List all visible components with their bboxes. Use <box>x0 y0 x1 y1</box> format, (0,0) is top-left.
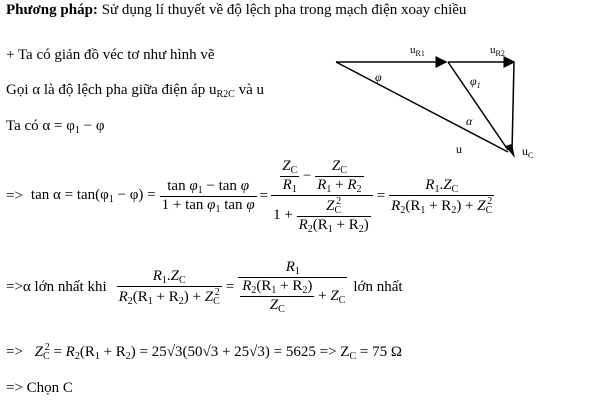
phi-label: φ <box>375 70 382 84</box>
conclusion-arrow: => <box>6 380 23 396</box>
u-label: u <box>456 142 462 156</box>
u-vector <box>336 62 508 152</box>
eq1-frac-result: $\frac{R_1.Z_C}{R_2(R_1 + R_2) + Z_C^2}$ <box>391 176 493 216</box>
heading-bold: Phương pháp: <box>6 2 98 18</box>
equation-zc-value <box>6 342 402 362</box>
eq1-frac-z: $\frac{Z_C}{R_1}$ − $\frac{Z_C}{R_1 + R_2}$ 1 + $\frac{Z_C^2}{R_2(R_1 + R_2)}$ <box>271 158 373 235</box>
eq3-sub: C <box>349 351 357 362</box>
conclusion-line <box>6 380 73 397</box>
eq2-equals: = <box>225 278 235 295</box>
alpha-def-sub: R2C <box>216 89 235 100</box>
conclusion-text: Chọn C <box>22 380 73 396</box>
eq3-text: = 25√3(50√3 + 25√3) = 5625 => Z <box>139 344 350 360</box>
alpha-formula-prefix: Ta có α = φ <box>6 118 75 134</box>
eq3-arrow: => <box>6 344 23 360</box>
eq1-lhs: $\tan \alpha = \tan(\varphi_1 - \varphi)$ = <box>30 187 156 205</box>
eq2-text: α lớn nhất khi <box>22 278 107 295</box>
uC-label: $u_C$ <box>522 144 534 160</box>
alpha-label: α <box>466 114 473 128</box>
uC-vector <box>512 62 514 152</box>
alpha-def-prefix: Gọi α là độ lệch pha giữa điện áp u <box>6 82 217 98</box>
eq2-frac-left: $\frac{R_1.Z_C}{R_2(R_1 + R_2) + Z_C^2}$ <box>118 267 220 307</box>
uR2-label: $u_{R2}$ <box>490 44 505 58</box>
eq2-frac-right: $R_1$ $\frac{R_2(R_1 + R_2)}{Z_C}$ + $Z_C$ <box>238 259 347 315</box>
heading-line <box>6 2 466 19</box>
alpha-formula-suffix: − φ <box>79 118 105 134</box>
eq2-arrow: => <box>6 278 23 295</box>
eq1-equals-2: = <box>376 187 386 204</box>
eq2-end: lớn nhất <box>353 278 403 295</box>
eq3-end: = 75 Ω <box>356 344 402 360</box>
heading-text: Sử dụng lí thuyết về độ lệch pha trong mạch điện xoay chiều <box>97 2 467 18</box>
phasor-diagram <box>320 38 590 168</box>
alpha-def-suffix: và u <box>234 82 265 98</box>
eq1-equals: = <box>259 187 269 204</box>
alpha-definition <box>6 82 264 100</box>
eq3-lhs: $Z_C^2 = R_2(R_1 + R_2)$ <box>34 342 140 362</box>
alpha-formula <box>6 118 105 136</box>
uR1-label: $u_{R1}$ <box>410 44 425 58</box>
phi1-label: $\varphi_1$ <box>470 74 481 90</box>
alpha-formula-sub: 1 <box>74 125 80 136</box>
eq1-frac-tan: $\frac{\tan \varphi_1 - \tan \varphi}{1 + \tan \varphi_1 \tan \varphi}$ <box>161 177 255 215</box>
equation-tan-alpha <box>6 150 494 242</box>
eq1-arrow: => <box>6 187 23 204</box>
equation-alpha-max <box>6 252 403 322</box>
vector-diagram-intro: + Ta có giản đồ véc tơ như hình vẽ <box>6 47 215 63</box>
